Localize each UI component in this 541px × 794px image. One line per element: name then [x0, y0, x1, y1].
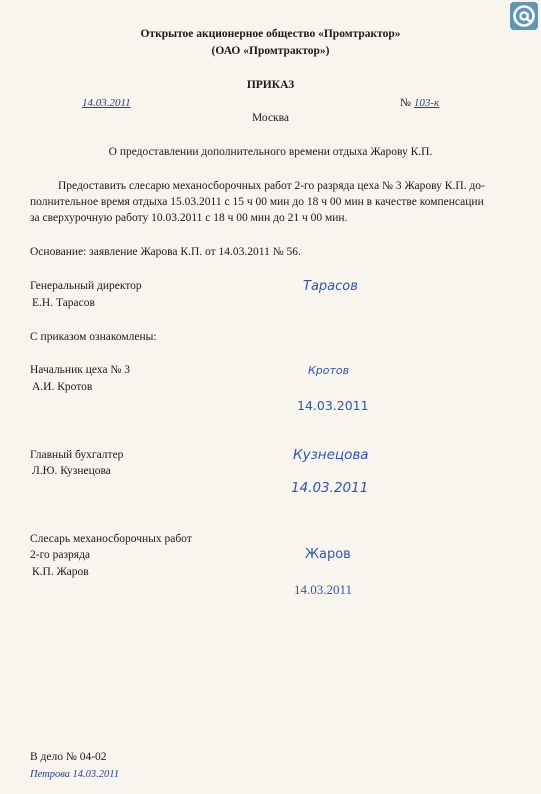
- org-name: Открытое акционерное общество «Промтрактор»: [140, 28, 401, 40]
- signer-name: Л.Ю. Кузнецова: [32, 465, 111, 477]
- number-sign: №: [400, 97, 411, 109]
- signer-title: 2-го разряда: [30, 549, 91, 561]
- org-short-name: (ОАО «Промтрактор»): [211, 45, 330, 57]
- signer-signature: Кротов: [308, 364, 350, 377]
- signer-signature: Кузнецова: [293, 447, 369, 463]
- director-signature: Тарасов: [303, 279, 358, 294]
- order-subject: О предоставлении дополнительного времени отдыха Жарову К.П.: [108, 146, 433, 158]
- signer-date: 14.03.2011: [291, 480, 369, 496]
- filed-by: Петрова 14.03.2011: [30, 769, 120, 780]
- signer-date: 14.03.2011: [297, 398, 369, 413]
- signer-title: Начальник цеха № 3: [30, 364, 130, 376]
- signer-signature: Жаров: [305, 547, 351, 562]
- number-value: 103-к: [413, 97, 440, 109]
- signer-title: Главный бухгалтер: [30, 449, 124, 461]
- body-line: Предоставить слесарю механосборочных работ 2-го разряда цеха № 3 Жарову К.П. до-: [58, 180, 485, 192]
- city: Москва: [251, 112, 290, 124]
- body-line: полнительное время отдыха 15.03.2011 с 15 ч 00 мин до 18 ч 00 мин в качестве компенсации: [30, 196, 484, 208]
- director-title: Генеральный директор: [30, 280, 142, 292]
- document-type: ПРИКАЗ: [246, 79, 295, 91]
- order-number: [400, 97, 439, 109]
- acquainted-label: С приказом ознакомлены:: [30, 331, 157, 343]
- signer-title: Слесарь механосборочных работ: [30, 533, 192, 545]
- signer-name: А.И. Кротов: [32, 381, 93, 393]
- body-line: за сверхурочную работу 10.03.2011 с 18 ч 00 мин до 21 ч 00 мин.: [30, 212, 348, 224]
- signer-name: К.П. Жаров: [32, 566, 89, 578]
- at-sign-logo-icon: [510, 2, 538, 30]
- basis: Основание: заявление Жарова К.П. от 14.03.2011 № 56.: [30, 246, 301, 258]
- order-date: 14.03.2011: [82, 97, 131, 109]
- signer-date: 14.03.2011: [294, 582, 353, 597]
- file-note: В дело № 04-02: [30, 751, 107, 763]
- director-name: Е.Н. Тарасов: [32, 297, 95, 309]
